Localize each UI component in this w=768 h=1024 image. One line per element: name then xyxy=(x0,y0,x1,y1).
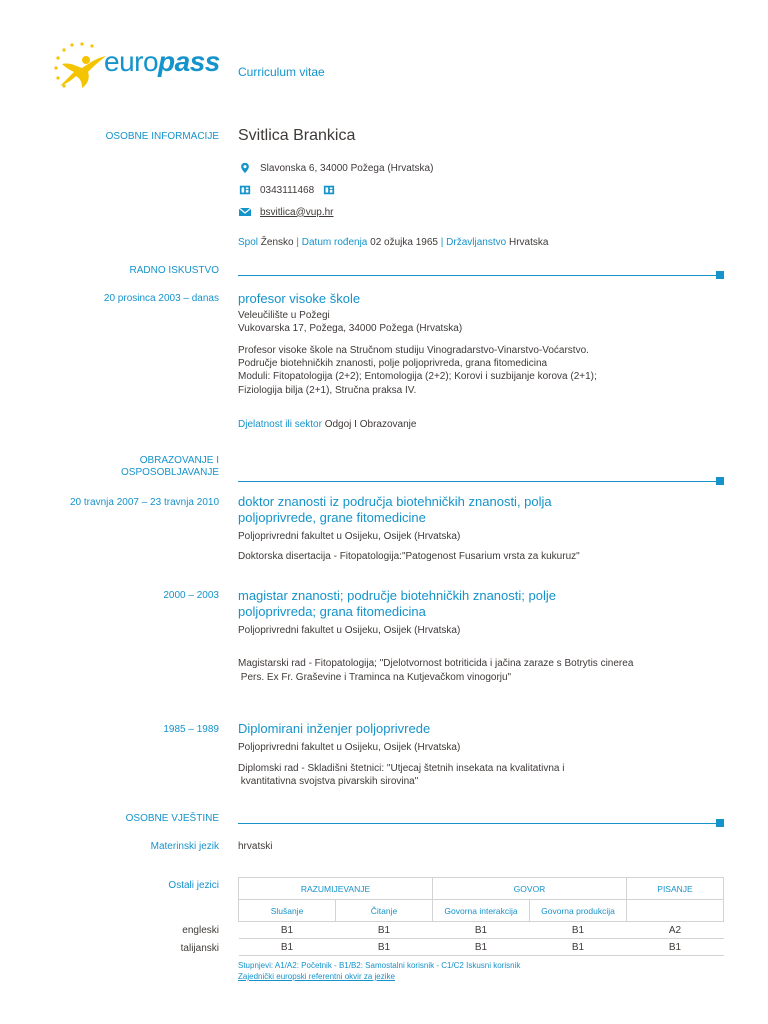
education-description: Magistarski rad - Fitopatologija; "Djelotvornost botriticida i jačina zaraze s Botrytis cinerea xyxy=(238,658,634,669)
education-label xyxy=(121,455,219,479)
sex-value: Žensko xyxy=(260,237,294,248)
europass-logo xyxy=(52,40,242,98)
table-row xyxy=(239,939,724,956)
sector-value: Odgoj I Obrazovanje xyxy=(324,419,417,430)
location-pin-icon xyxy=(238,162,252,174)
education-title xyxy=(238,588,618,620)
europass-star-figure-icon xyxy=(52,40,112,98)
mother-tongue-value: hrvatski xyxy=(238,841,273,852)
header-speaking: GOVOR xyxy=(433,878,627,900)
education-title-line: poljoprivreda; grana fitomedicina xyxy=(238,604,426,619)
address-row xyxy=(238,162,433,174)
sector-label: Djelatnost ili sektor xyxy=(238,419,322,430)
education-date: 20 travnja 2007 – 23 travnja 2010 xyxy=(70,497,219,508)
education-title xyxy=(238,494,618,526)
cell-interaction: B1 xyxy=(433,922,530,939)
cell-listening: B1 xyxy=(239,922,336,939)
header-writing-empty xyxy=(627,900,724,922)
separator: | xyxy=(440,237,444,248)
section-divider xyxy=(238,823,724,824)
work-description-line: Profesor visoke škole na Stručnom studiju Vinogradarstvo-Vinarstvo-Voćarstvo. xyxy=(238,345,589,356)
education-label-line: OSPOSOBLJAVANJE xyxy=(121,467,219,478)
sex-label: Spol xyxy=(238,237,259,248)
other-languages-label: Ostali jezici xyxy=(168,880,219,891)
logo-text-bold: pass xyxy=(158,46,220,77)
address-text: Slavonska 6, 34000 Požega (Hrvatska) xyxy=(260,162,434,174)
education-org: Poljoprivredni fakultet u Osijeku, Osijek (Hrvatska) xyxy=(238,531,461,542)
education-title-line: poljoprivrede, grane fitomedicine xyxy=(238,510,426,525)
language-name: talijanski xyxy=(180,943,219,954)
education-org: Poljoprivredni fakultet u Osijeku, Osijek (Hrvatska) xyxy=(238,742,461,753)
work-description-line: Moduli: Fitopatologija (2+2); Entomologija (2+2); Korovi i suzbijanje korova (2+1); xyxy=(238,371,597,382)
email-link[interactable]: bsvitlica@vup.hr xyxy=(260,206,334,218)
education-org: Poljoprivredni fakultet u Osijeku, Osijek (Hrvatska) xyxy=(238,625,461,636)
education-date: 2000 – 2003 xyxy=(163,590,219,601)
email-envelope-icon xyxy=(238,206,252,218)
personal-skills-label: OSOBNE VJEŠTINE xyxy=(125,813,219,824)
language-name: engleski xyxy=(182,925,219,936)
header-writing: PISANJE xyxy=(627,878,724,900)
section-divider xyxy=(238,481,724,482)
header-spoken-production: Govorna produkcija xyxy=(530,900,627,922)
work-sector xyxy=(238,419,416,431)
work-employer: Veleučilište u Požegi xyxy=(238,310,330,321)
education-title-line: doktor znanosti iz područja biotehničkih znanosti, polja xyxy=(238,494,552,509)
cell-listening: B1 xyxy=(239,939,336,956)
email-row xyxy=(238,206,334,218)
education-title: Diplomirani inženjer poljoprivrede xyxy=(238,721,431,736)
cell-production: B1 xyxy=(530,939,627,956)
education-description: kvantitativna svojstva pivarskih sirovina" xyxy=(238,776,419,787)
separator: | xyxy=(296,237,299,248)
cell-interaction: B1 xyxy=(433,939,530,956)
citizenship-label: Državljanstvo xyxy=(446,237,507,248)
education-description: Pers. Ex Fr. Graševine i Traminca na Kutjevačkom vinogorju" xyxy=(238,672,512,683)
phone-row xyxy=(238,184,336,196)
education-description: Doktorska disertacija - Fitopatologija:"Patogenost Fusarium vrsta za kukuruz" xyxy=(238,551,580,562)
cell-reading: B1 xyxy=(336,922,433,939)
work-job-title: profesor visoke škole xyxy=(238,291,361,306)
cefr-legend: Stupnjevi: A1/A2: Početnik - B1/B2: Samostalni korisnik - C1/C2 Iskusni korisnik xyxy=(238,961,521,970)
header-understanding: RAZUMIJEVANJE xyxy=(239,878,433,900)
mother-tongue-label: Materinski jezik xyxy=(150,841,219,852)
cefr-link[interactable]: Zajednički europski referentni okvir za jezike xyxy=(238,972,395,981)
cell-reading: B1 xyxy=(336,939,433,956)
education-title-line: magistar znanosti; područje biotehničkih znanosti; polje xyxy=(238,588,556,603)
work-description-line: Fiziologija bilja (2+1), Stručna praksa IV. xyxy=(238,385,417,396)
cefr-link-wrap xyxy=(238,972,395,981)
mobile-phone-icon xyxy=(322,184,336,196)
dob-value: 02 ožujka 1965 xyxy=(370,237,438,248)
phone-icon xyxy=(238,184,252,196)
education-label-line: OBRAZOVANJE I xyxy=(139,455,219,466)
work-date: 20 prosinca 2003 – danas xyxy=(103,293,219,304)
work-employer-address: Vukovarska 17, Požega, 34000 Požega (Hrvatska) xyxy=(238,323,463,334)
section-divider xyxy=(238,275,724,276)
personal-info-label: OSOBNE INFORMACIJE xyxy=(105,131,219,142)
citizenship-value: Hrvatska xyxy=(508,237,549,248)
header-reading: Čitanje xyxy=(336,900,433,922)
cell-writing: B1 xyxy=(627,939,724,956)
education-date: 1985 – 1989 xyxy=(163,724,219,735)
personal-details-line xyxy=(238,237,548,249)
phone-text: 0343111468 xyxy=(260,184,315,196)
header-listening: Slušanje xyxy=(239,900,336,922)
education-description: Diplomski rad - Skladišni štetnici: "Utjecaj štetnih insekata na kvalitativna i xyxy=(238,763,565,774)
language-skills-table xyxy=(238,877,724,956)
work-experience-label: RADNO ISKUSTVO xyxy=(129,265,219,276)
person-name: Svitlica Brankica xyxy=(238,127,356,144)
document-title: Curriculum vitae xyxy=(238,65,325,79)
header-spoken-interaction: Govorna interakcija xyxy=(433,900,530,922)
cell-writing: A2 xyxy=(627,922,724,939)
work-description-line: Područje biotehničkih znanosti, polje poljoprivreda, grana fitomedicina xyxy=(238,358,548,369)
table-row xyxy=(239,922,724,939)
logo-text-light: euro xyxy=(104,46,159,77)
logo-wordmark xyxy=(104,46,220,78)
cell-production: B1 xyxy=(530,922,627,939)
dob-label: Datum rođenja xyxy=(301,237,368,248)
